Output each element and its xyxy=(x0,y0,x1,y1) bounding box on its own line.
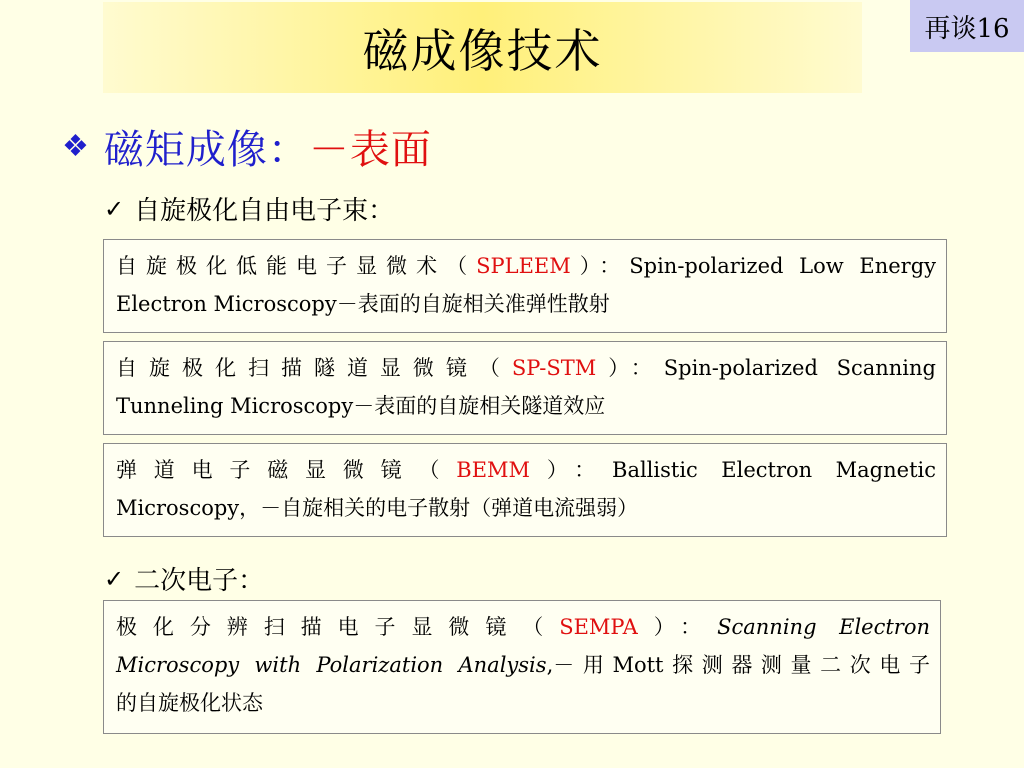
section2-label: 二次电子： xyxy=(134,566,265,596)
section1-label-row xyxy=(104,190,394,227)
abbr: SP-STM xyxy=(511,356,597,380)
item-box-sempa xyxy=(103,600,941,734)
abbr: BEMM xyxy=(456,458,531,482)
item-line2: Electron Microscopy－表面的自旋相关准弹性散射 xyxy=(116,292,610,316)
item-line1: 自旋极化低能电子显微术（SPLEEM）：Spin-polarized Low Energy xyxy=(116,254,936,278)
item-line1: 极化分辨扫描电子显微镜（SEMPA）：Scanning Electron xyxy=(116,615,930,639)
heading-blue-text: 磁矩成像： xyxy=(103,127,309,173)
item-line1: 自旋极化扫描隧道显微镜（SP-STM）：Spin-polarized Scanning xyxy=(116,356,936,380)
item-line1: 弹道电子磁显微镜（BEMM）：Ballistic Electron Magnetic xyxy=(116,458,936,482)
section2-label-row xyxy=(104,560,264,597)
item-box-spleem xyxy=(103,239,947,333)
title-bar xyxy=(103,2,862,93)
page-title: 磁成像技术 xyxy=(362,23,603,78)
abbr: SEMPA xyxy=(559,615,638,639)
diamond-bullet-icon: ❖ xyxy=(62,129,90,164)
checkmark-icon: ✓ xyxy=(104,564,125,593)
abbr: SPLEEM xyxy=(476,254,571,278)
heading xyxy=(62,118,432,175)
item-line3: 的自旋极化状态 xyxy=(116,691,263,715)
item-box-bemm xyxy=(103,443,947,537)
heading-red-text: －表面 xyxy=(308,127,432,173)
section1-label: 自旋极化自由电子束： xyxy=(134,196,395,226)
item-box-spstm xyxy=(103,341,947,435)
slide-badge: 再谈16 xyxy=(910,0,1024,52)
item-line2: Microscopy，－自旋相关的电子散射（弹道电流强弱） xyxy=(116,496,639,520)
checkmark-icon: ✓ xyxy=(104,194,125,223)
item-line2: Microscopy with Polarization Analysis,－用Mott探测器测量二次电子 xyxy=(116,653,931,677)
item-line2: Tunneling Microscopy－表面的自旋相关隧道效应 xyxy=(116,394,606,418)
